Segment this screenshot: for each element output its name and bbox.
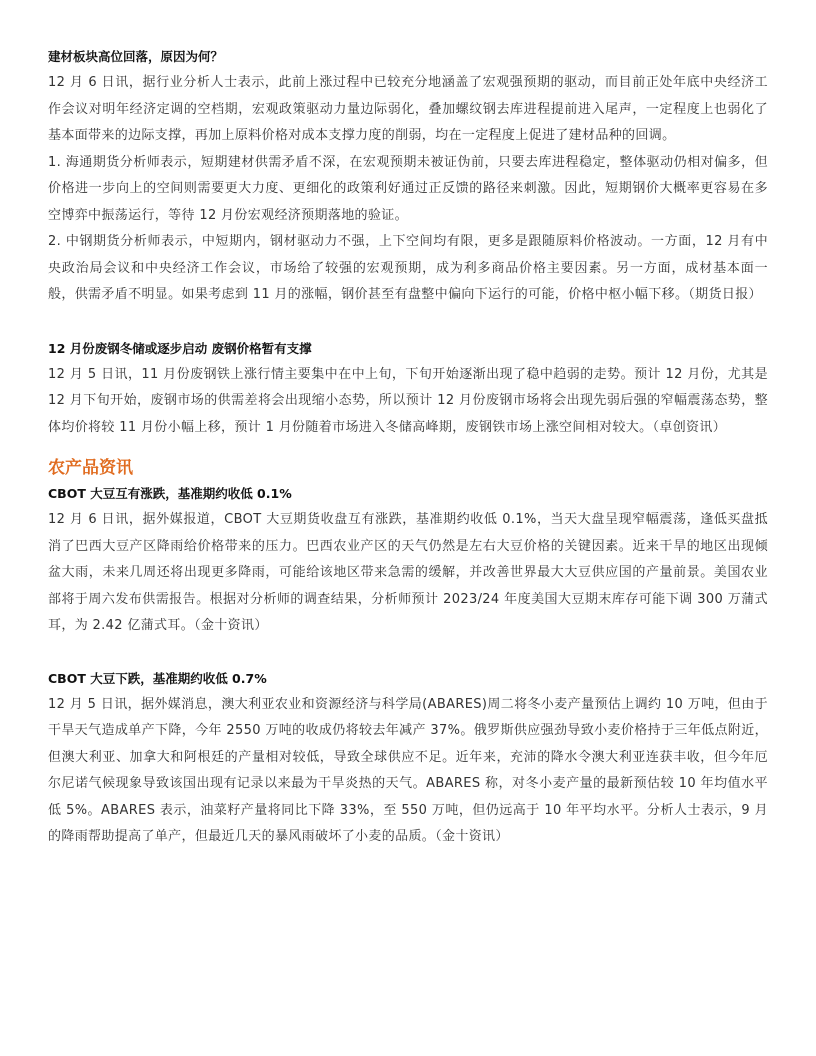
article-paragraph: 12 月 6 日讯，据行业分析人士表示，此前上涨过程中已较充分地涵盖了宏观强预期的驱动，而目前正处年底中央经济工作会议对明年经济定调的空档期，宏观政策驱动力量边际弱化，叠加螺纹钢去库进程提前进入尾声，一定程度上也弱化了基本面带来的边际支撑，再加上原料价格对成本支撑力度的削弱，均在一定程度上促进了建材品种的回调。	[48, 75, 768, 143]
article-paragraph: 2. 中钢期货分析师表示，中短期内，钢材驱动力不强，上下空间均有限，更多是跟随原料价格波动。一方面，12 月有中央政治局会议和中央经济工作会议，市场给了较强的宏观预期，成为利多商品价格主要因素。另一方面，成材基本面一般，供需矛盾不明显。如果考虑到 11 月的涨幅，钢价甚至有盘整中偏向下运行的可能，价格中枢小幅下移。（期货日报）	[48, 234, 768, 302]
article-paragraph: 12 月 5 日讯，11 月份废钢铁上涨行情主要集中在中上旬，下旬开始逐渐出现了稳中趋弱的走势。预计 12 月份，尤其是 12 月下旬开始，废钢市场的供需差将会出现缩小态势，所以预计 12 月份废钢市场将会出现先弱后强的窄幅震荡态势，整体均价将较 11 月份小幅上移，预计 1 月份随着市场进入冬储高峰期，废钢铁市场上涨空间相对较大。（卓创资讯）	[48, 366, 768, 435]
article-title: CBOT 大豆互有涨跌，基准期约收低 0.1%	[48, 486, 292, 501]
document-page	[48, 44, 768, 851]
section-title: 农产品资讯	[48, 458, 133, 478]
article-paragraph: 12 月 5 日讯，据外媒消息，澳大利亚农业和资源经济与科学局(ABARES)周二将冬小麦产量预估上调约 10 万吨，但由于干旱天气造成单产下降，今年 2550 万吨的收成仍将较去年减产 37%。俄罗斯供应强劲导致小麦价格持于三年低点附近，但澳大利亚、加拿大和阿根廷的产量相对较低，导致全球供应不足。近年来，充沛的降水令澳大利亚连获丰收，但今年厄尔尼诺气候现象导致该国出现有记录以来最为干旱炎热的天气。ABARES 称，对冬小麦产量的最新预估较 10 年均值水平低 5%。ABARES 表示，油菜籽产量将同比下降 33%，至 550 万吨，但仍远高于 10 年平均水平。分析人士表示，9 月的降雨帮助提高了单产，但最近几天的暴风雨破坏了小麦的品质。（金十资讯）	[48, 696, 768, 844]
article-title: CBOT 大豆下跌，基准期约收低 0.7%	[48, 670, 267, 686]
spacer	[48, 640, 768, 666]
spacer	[48, 309, 768, 336]
article-paragraph: 1. 海通期货分析师表示，短期建材供需矛盾不深，在宏观预期未被证伪前，只要去库进程稳定，整体驱动仍相对偏多，但价格进一步向上的空间则需要更大力度、更细化的政策利好通过正反馈的路径来刺激。因此，短期钢价大概率更容易在多空博弈中振荡运行，等待 12 月份宏观经济预期落地的验证。	[48, 154, 768, 223]
article-title: 12 月份废钢冬储或逐步启动 废钢价格暂有支撑	[48, 340, 312, 356]
article-title: 建材板块高位回落，原因为何？	[48, 49, 224, 64]
article-paragraph: 12 月 6 日讯，据外媒报道，CBOT 大豆期货收盘互有涨跌，基准期约收低 0.1%，当天大盘呈现窄幅震荡，逢低买盘抵消了巴西大豆产区降雨给价格带来的压力。巴西农业产区的天气仍然是左右大豆价格的关键因素。近来干旱的地区出现倾盆大雨，未来几周还将出现更多降雨，可能给该地区带来急需的缓解，并改善世界最大大豆供应国的产量前景。美国农业部将于周六发布供需报告。根据对分析师的调查结果，分析师预计 2023/24 年度美国大豆期末库存可能下调 300 万蒲式耳，为 2.42 亿蒲式耳。（金十资讯）	[48, 512, 768, 633]
